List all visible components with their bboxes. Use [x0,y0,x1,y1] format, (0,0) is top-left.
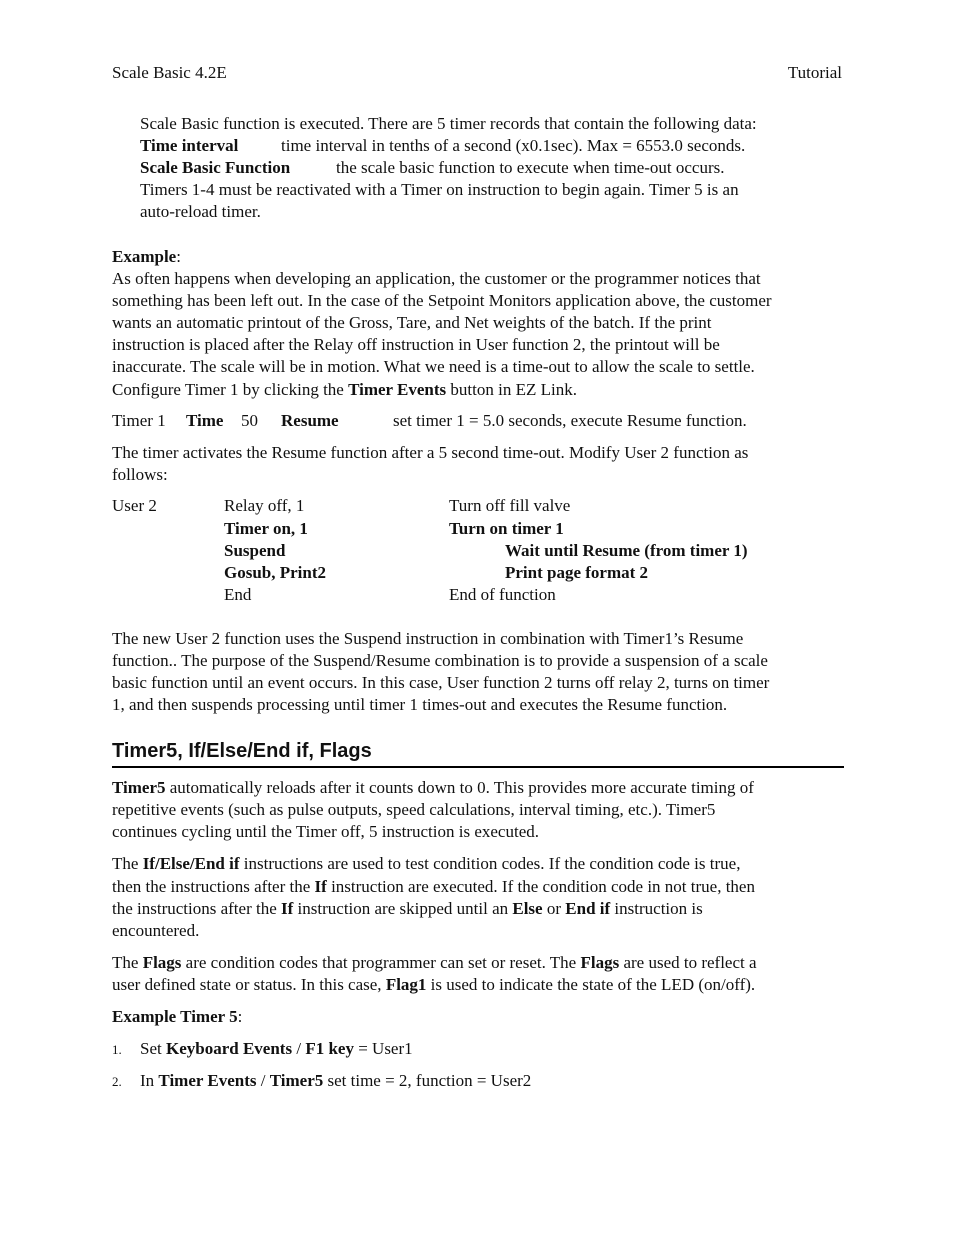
list-item: Set Keyboard Events / F1 key = User1 [140,1039,413,1058]
section-heading: Timer5, If/Else/End if, Flags [112,738,844,768]
code-command: Gosub, Print2 [224,563,327,582]
code-command: Relay off, 1 [224,496,305,515]
paragraph-line: The Flags are condition codes that programmer can set or reset. The Flags are used to reflect a [112,953,757,972]
paragraph-line: basic function until an event occurs. In this case, User function 2 turns off relay 2, turns on timer [112,673,770,692]
timer-row-desc: set timer 1 = 5.0 seconds, execute Resume function. [393,411,747,430]
definition-term: Scale Basic Function [140,158,291,177]
code-comment: End of function [449,585,556,604]
code-comment: Turn off fill valve [449,496,571,515]
paragraph-line: wants an automatic printout of the Gross, Tare, and Net weights of the batch. If the print [112,313,712,332]
intro-line: Scale Basic function is executed. There are 5 timer records that contain the following data: [140,114,757,133]
definition-desc: time interval in tenths of a second (x0.1sec). Max = 6553.0 seconds. [281,136,746,155]
list-item-number: 2. [112,1074,122,1089]
code-command: End [224,585,252,604]
code-command: Suspend [224,541,286,560]
timer-row-field: Time [186,411,224,430]
code-comment: Print page format 2 [505,563,649,582]
paragraph-line: encountered. [112,921,200,940]
list-item-number: 1. [112,1042,122,1057]
paragraph-line: 1, and then suspends processing until timer 1 times-out and executes the Resume function. [112,695,728,714]
timer-row-label: Timer 1 [112,411,166,430]
paragraph-line: Timer5 automatically reloads after it counts down to 0. This provides more accurate timing of [112,778,754,797]
code-comment: Turn on timer 1 [449,519,564,538]
paragraph-line: Configure Timer 1 by clicking the Timer Events button in EZ Link. [112,380,577,399]
timer-row-value: 50 [241,411,258,430]
paragraph-line: The timer activates the Resume function after a 5 second time-out. Modify User 2 function as [112,443,749,462]
paragraph-line: instruction is placed after the Relay off instruction in User function 2, the printout will be [112,335,720,354]
code-label: User 2 [112,496,157,515]
paragraph-line: user defined state or status. In this case, Flag1 is used to indicate the state of the LED (on/off). [112,975,756,994]
paragraph-line: The If/Else/End if instructions are used to test condition codes. If the condition code is true, [112,854,741,873]
paragraph-line: function.. The purpose of the Suspend/Resume combination is to provide a suspension of a scale [112,651,768,670]
intro-line: auto-reload timer. [140,202,261,221]
example-label: Example: [112,247,181,266]
definition-term: Time interval [140,136,239,155]
header-right: Tutorial [787,63,842,82]
code-command: Timer on, 1 [224,519,308,538]
paragraph-line: the instructions after the If instruction are skipped until an Else or End if instruction is [112,899,703,918]
list-item: In Timer Events / Timer5 set time = 2, function = User2 [140,1071,532,1090]
paragraph-line: continues cycling until the Timer off, 5 instruction is executed. [112,822,539,841]
header-left: Scale Basic 4.2E [112,63,227,82]
paragraph-line: The new User 2 function uses the Suspend instruction in combination with Timer1’s Resume [112,629,744,648]
intro-line: Timers 1-4 must be reactivated with a Timer on instruction to begin again. Timer 5 is an [140,180,739,199]
paragraph-line: then the instructions after the If instruction are executed. If the condition code in not true, then [112,877,755,896]
definition-desc: the scale basic function to execute when time-out occurs. [336,158,725,177]
paragraph-line: inaccurate. The scale will be in motion. What we need is a time-out to allow the scale to settle. [112,357,755,376]
paragraph-line: something has been left out. In the case of the Setpoint Monitors application above, the customer [112,291,772,310]
example-label: Example Timer 5: [112,1007,243,1026]
paragraph-line: repetitive events (such as pulse outputs, speed calculations, interval timing, etc.). Timer5 [112,800,716,819]
paragraph-line: As often happens when developing an application, the customer or the programmer notices that [112,269,761,288]
paragraph-line: follows: [112,465,168,484]
timer-row-function: Resume [281,411,339,430]
code-comment: Wait until Resume (from timer 1) [505,541,748,560]
